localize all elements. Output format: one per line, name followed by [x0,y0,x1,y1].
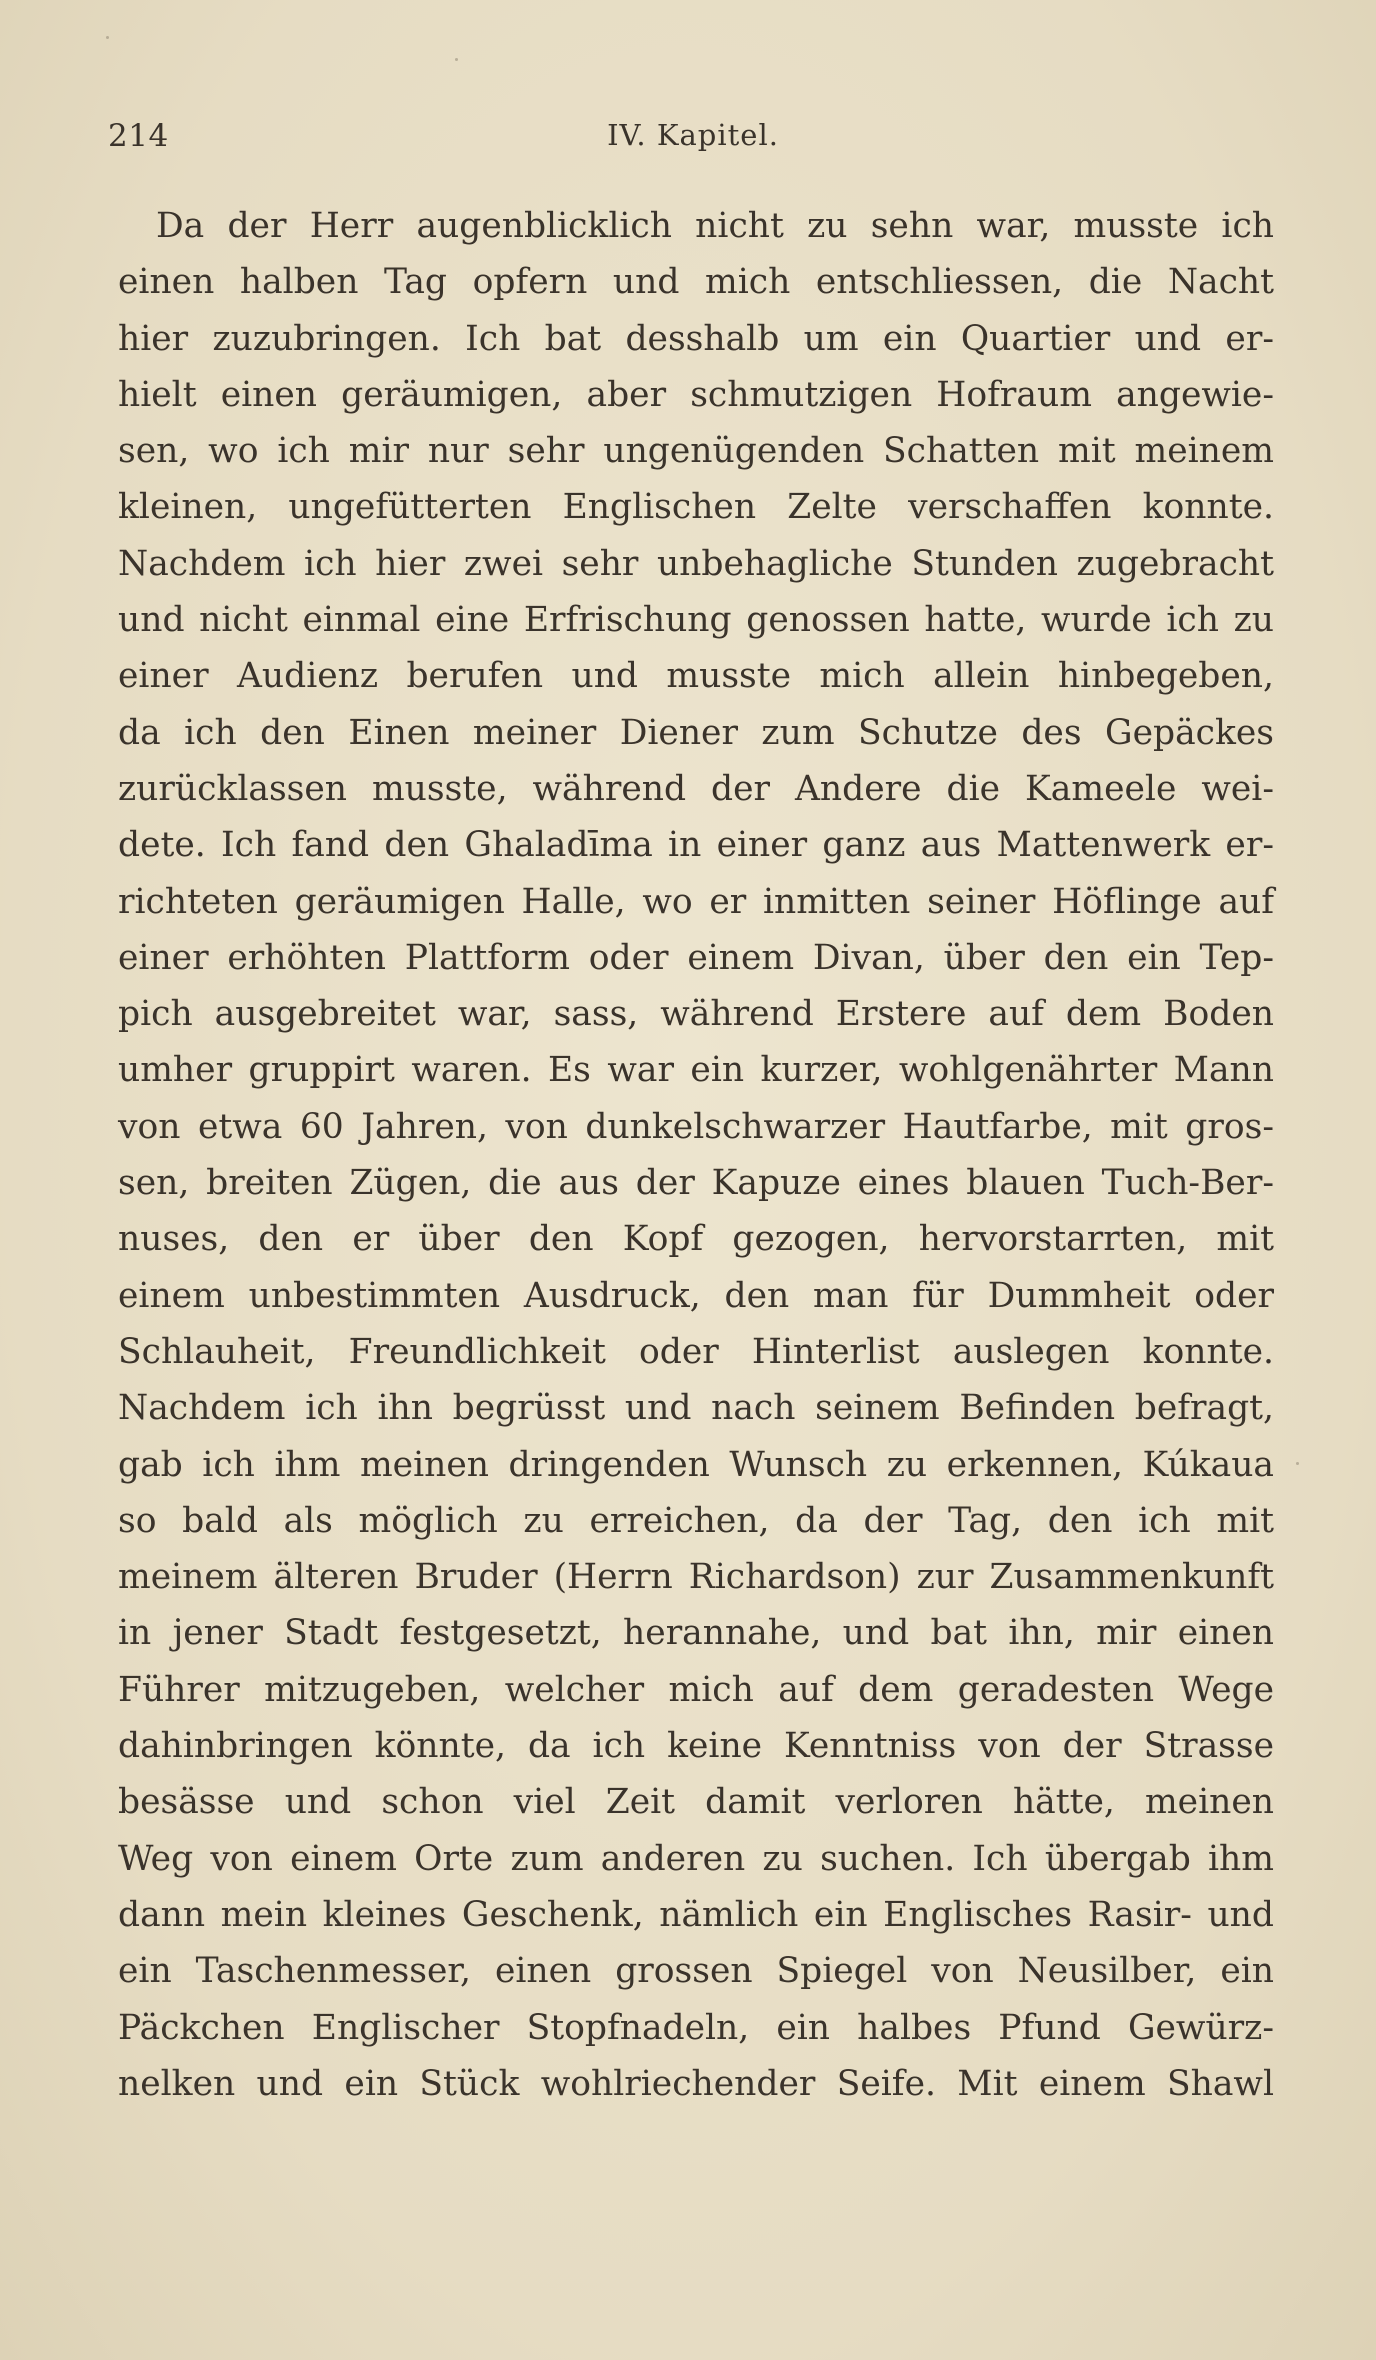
running-head: IV. Kapitel. [607,118,779,152]
text-line: Schlauheit, Freundlichkeit oder Hinterlist auslegen konnte. [118,1331,1274,1372]
text-line: kleinen, ungefütterten Englischen Zelte verschaffen konnte. [118,487,1274,528]
text-line: in jener Stadt festgesetzt, herannahe, und bat ihn, mir einen [118,1613,1274,1654]
text-line: hielt einen geräumigen, aber schmutzigen Hofraum angewie- [118,374,1274,415]
body-paragraph [118,198,1274,2112]
text-line: einem unbestimmten Ausdruck, den man für Dummheit oder [118,1275,1274,1316]
text-line: dahinbringen könnte, da ich keine Kenntniss von der Strasse [118,1726,1274,1767]
text-line: nelken und ein Stück wohlriechender Seife. Mit einem Shawl [118,2063,1274,2104]
text-line: hier zuzubringen. Ich bat desshalb um ein Quartier und er- [118,318,1274,359]
text-line: besässe und schon viel Zeit damit verloren hätte, meinen [118,1782,1274,1823]
text-line: Nachdem ich hier zwei sehr unbehagliche Stunden zugebracht [118,543,1274,584]
paper-speck [1296,1462,1299,1465]
text-line: pich ausgebreitet war, sass, während Erstere auf dem Boden [118,994,1274,1035]
text-line: umher gruppirt waren. Es war ein kurzer, wohlgenährter Mann [118,1050,1274,1091]
text-line: zurücklassen musste, während der Andere die Kameele wei- [118,768,1274,809]
paper-speck [106,36,109,39]
text-line: Da der Herr augenblicklich nicht zu sehn war, musste ich [156,206,1274,246]
text-line: dete. Ich fand den Ghaladīma in einer ganz aus Mattenwerk er- [118,825,1274,866]
text-line: und nicht einmal eine Erfrischung genossen hatte, wurde ich zu [118,600,1274,641]
text-line: einer Audienz berufen und musste mich allein hinbegeben, [118,656,1274,697]
text-line: dann mein kleines Geschenk, nämlich ein Englisches Rasir- und [118,1894,1274,1935]
text-line: richteten geräumigen Halle, wo er inmitten seiner Höflinge auf [118,881,1274,922]
page-header [108,118,1278,168]
text-line: Führer mitzugeben, welcher mich auf dem geradesten Wege [118,1669,1274,1710]
text-line: ein Taschenmesser, einen grossen Spiegel von Neusilber, ein [118,1951,1274,1992]
text-line: Päckchen Englischer Stopfnadeln, ein halbes Pfund Gewürz- [118,2007,1274,2048]
text-line: einer erhöhten Plattform oder einem Divan, über den ein Tep- [118,937,1274,978]
text-line: Weg von einem Orte zum anderen zu suchen. Ich übergab ihm [118,1838,1274,1879]
text-line: so bald als möglich zu erreichen, da der Tag, den ich mit [118,1500,1274,1541]
text-line: einen halben Tag opfern und mich entschliessen, die Nacht [118,262,1274,303]
text-line: Nachdem ich ihn begrüsst und nach seinem Befinden befragt, [118,1388,1274,1429]
text-line: von etwa 60 Jahren, von dunkelschwarzer Hautfarbe, mit gros- [118,1106,1274,1147]
text-line: nuses, den er über den Kopf gezogen, hervorstarrten, mit [118,1219,1274,1260]
text-line: da ich den Einen meiner Diener zum Schutze des Gepäckes [118,712,1274,753]
text-line: sen, wo ich mir nur sehr ungenügenden Schatten mit meinem [118,431,1274,472]
text-line: meinem älteren Bruder (Herrn Richardson) zur Zusammenkunft [118,1557,1274,1598]
page-number: 214 [108,118,169,154]
paper-speck [455,58,458,61]
text-line: gab ich ihm meinen dringenden Wunsch zu erkennen, Kúkaua [118,1444,1274,1485]
text-line: sen, breiten Zügen, die aus der Kapuze eines blauen Tuch-Ber- [118,1163,1274,1204]
